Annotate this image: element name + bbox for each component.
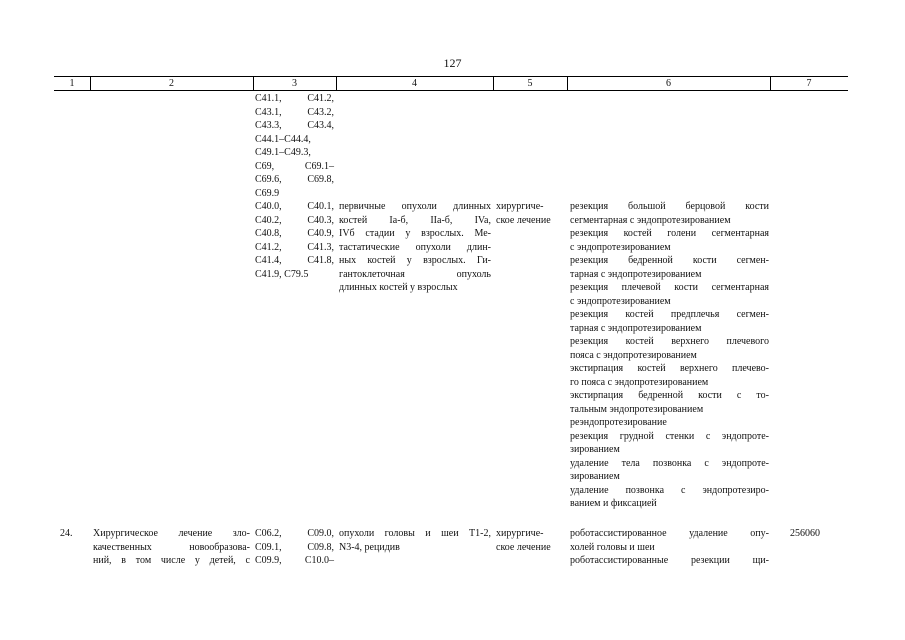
header-cell-2: 2 (169, 78, 174, 89)
header-cell-4: 4 (412, 78, 417, 89)
patient-model: первичные опухоли длинных костей Ia-б, IIa-б, IVa, IVб стадии у взрослых. Ме- тастатические опухоли длин- ных костей у взрослых. Ги- гантоклеточная опухоль длинных костей у взрослых (339, 201, 491, 293)
icd-codes-row-24: C06.2, C09.0, C09.1, C09.8, C09.9, C10.0– (255, 528, 334, 566)
header-cell-7: 7 (806, 78, 812, 89)
care-type: Хирургическое лечение зло- качественных новообразова- ний, в том числе у детей, с (93, 528, 250, 566)
header-cell-5: 5 (527, 78, 533, 89)
row-number: 24. (60, 528, 73, 539)
treatment-type-row-24: хирургиче- ское лечение (496, 528, 551, 553)
patient-model-row-24: опухоли головы и шеи T1-2, N3-4, рецидив (339, 528, 491, 553)
treatment-methods: резекция большой берцовой кости сегментарная с эндопротезированием резекция костей голени сегментарная с эндопротезированием резекция бедренной кости сегмен- тарная с эндопротезированием резекция плечевой кости сегментарная с эндопротезированием резекция костей предплечья сегмен- тарная с эндопротезированием резекция костей верхнего плечевого пояса с эндопротезированием экстирпация костей верхнего плечево- го пояса с эндопротезированием экстирпация бедренной кости с то- тальным эндопротезированием реэндопротезирование резекция грудной стенки с эндопроте- зированием удаление тела позвонка с эндопроте- зированием удаление позвонка с эндопротезиро- ванием и фиксацией (570, 201, 769, 509)
header-cell-3: 3 (292, 78, 297, 89)
header-cell-1: 1 (69, 78, 75, 89)
icd-codes-continued: C41.1, C41.2, C43.1, C43.2, C43.3, C43.4, C44.1–C44.4, C49.1–C49.3, C69, C69.1– C69.6, C69.8, C69.9 (255, 93, 334, 199)
care-norm-value: 256060 (790, 528, 820, 539)
treatment-type: хирургиче- ское лечение (496, 201, 551, 226)
header-cell-6: 6 (666, 78, 671, 89)
treatment-methods-row-24: роботассистированное удаление опу- холей головы и шеи роботассистированные резекции щи- (570, 528, 769, 566)
icd-codes: C40.0, C40.1, C40.2, C40.3, C40.8, C40.9, C41.2, C41.3, C41.4, C41.8, C41.9, C79.5 (255, 201, 334, 280)
table-header-border (54, 90, 848, 91)
page-number: 127 (443, 56, 462, 70)
